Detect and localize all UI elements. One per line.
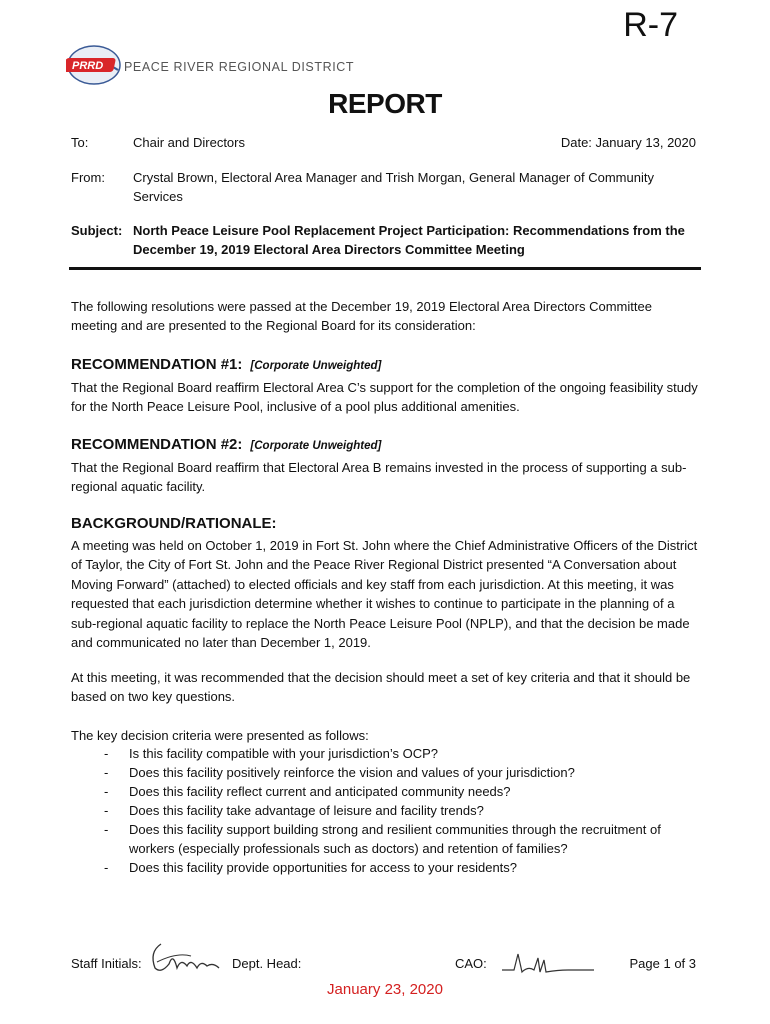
report-title: REPORT: [328, 88, 442, 119]
recommendation-2-title: RECOMMENDATION #2:: [71, 436, 243, 453]
from-label: From:: [71, 170, 105, 185]
background-paragraph-3: The key decision criteria were presented as follows:: [71, 728, 369, 743]
cao-signature: [498, 948, 598, 978]
report-date: Date: January 13, 2020: [560, 135, 696, 150]
svg-text:PRRD: PRRD: [72, 60, 104, 72]
staff-signature: [147, 938, 227, 978]
staff-initials-label: Staff Initials:: [71, 956, 142, 971]
from-value: Crystal Brown, Electoral Area Manager and Trish Morgan, General Manager of Community Services: [133, 170, 654, 204]
subject-value: North Peace Leisure Pool Replacement Project Participation: Recommendations from the December 19, 2019 Electoral Area Directors Committee Meeting: [133, 223, 685, 257]
to-value: Chair and Directors: [133, 135, 245, 150]
subject-label: Subject:: [71, 223, 123, 238]
recommendation-1-tag: [Corporate Unweighted]: [250, 360, 382, 372]
intro-paragraph: The following resolutions were passed at the December 19, 2019 Electoral Area Directors Committee meeting and are presented to the Regional Board for its consideration:: [71, 299, 652, 334]
list-item: - Is this facility compatible with your jurisdiction’s OCP?: [71, 744, 709, 763]
cao-label: CAO:: [455, 956, 487, 971]
page-code: R-7: [623, 6, 678, 44]
received-date-stamp: January 23, 2020: [327, 981, 443, 998]
recommendation-2-text: That the Regional Board reaffirm that Electoral Area B remains invested in the process of supporting a sub-regional aquatic facility.: [71, 460, 687, 495]
recommendation-1-heading: [71, 356, 381, 373]
page-number: Page 1 of 3: [629, 956, 696, 971]
recommendation-1-text: That the Regional Board reaffirm Electoral Area C’s support for the completion of the ongoing feasibility study for the North Peace Leisure Pool, inclusive of a pool plus additional amenities.: [71, 380, 698, 415]
list-item: - Does this facility take advantage of leisure and facility trends?: [71, 801, 709, 820]
org-name: PEACE RIVER REGIONAL DISTRICT: [124, 60, 355, 74]
to-label: To:: [71, 135, 89, 150]
recommendation-2-heading: [71, 436, 381, 453]
list-item: - Does this facility reflect current and anticipated community needs?: [71, 782, 709, 801]
recommendation-2-tag: [Corporate Unweighted]: [250, 440, 382, 452]
background-paragraph-1: A meeting was held on October 1, 2019 in Fort St. John where the Chief Administrative Officers of the District of Taylor, the City of Fort St. John and the Peace River Regional District presented “A Conversation about Moving Forward” (attached) to elected officials and key staff from each jurisdiction. At this meeting, it was requested that each jurisdiction determine whether it wishes to continue to participate in the planning of a sub-regional aquatic facility to replace the North Peace Leisure Pool (NPLP), and that the decision be made and communicated no later than December 1, 2019.: [71, 538, 698, 651]
background-heading: BACKGROUND/RATIONALE:: [71, 515, 277, 532]
list-item: - Does this facility provide opportunities for access to your residents?: [71, 858, 709, 877]
recommendation-1-title: RECOMMENDATION #1:: [71, 356, 243, 373]
dept-head-label: Dept. Head:: [232, 956, 302, 971]
background-paragraph-2: At this meeting, it was recommended that the decision should meet a set of key criteria and that it should be based on two key questions.: [71, 670, 691, 705]
criteria-list: [71, 744, 709, 877]
list-item: - Does this facility support building strong and resilient communities through the recruitment of workers (especially professionals such as doctors) and retention of families?: [71, 820, 709, 858]
header-divider: [69, 267, 701, 270]
list-item: - Does this facility positively reinforce the vision and values of your jurisdiction?: [71, 763, 709, 782]
